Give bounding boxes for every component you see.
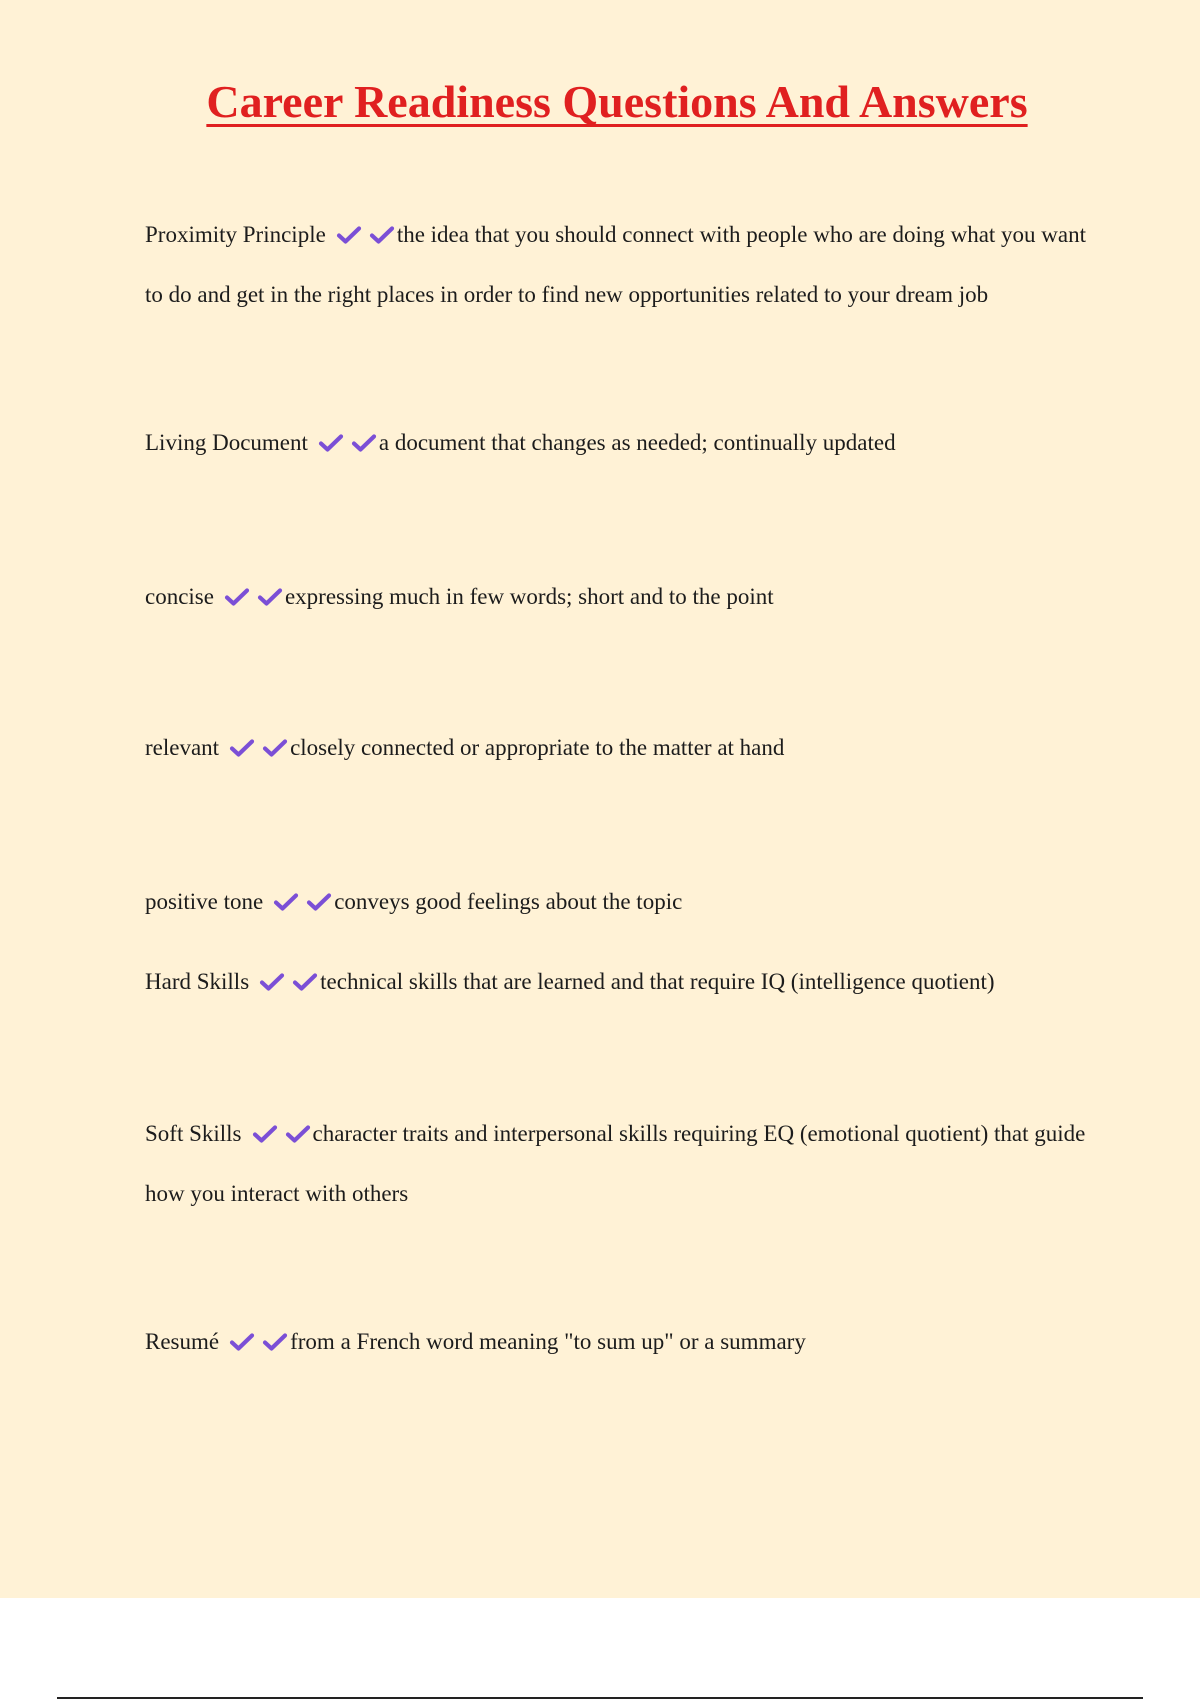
entry-term: Resumé [145,1329,220,1354]
qa-entry-relevant [145,718,1095,778]
check-icon [252,1124,278,1144]
entry-definition: closely connected or appropriate to the matter at hand [290,735,785,760]
check-icon [259,972,285,992]
check-icon [292,972,318,992]
qa-entry-proximity-principle [145,205,1095,325]
entry-term: Proximity Principle [145,222,326,247]
document-title: Career Readiness Questions And Answers [206,76,1028,127]
entry-term: positive tone [145,889,264,914]
check-icon [229,738,255,758]
entry-definition: the idea that you should connect with people who are doing what you want to do and get in the right places in order to find new opportunities related to your dream job [145,222,1087,307]
check-icon [262,1332,288,1352]
check-icon [285,1124,311,1144]
entry-definition: from a French word meaning "to sum up" or a summary [290,1329,806,1354]
check-icon [273,892,299,912]
entry-term: relevant [145,735,220,760]
entry-term: Soft Skills [145,1121,242,1146]
footer-divider [57,1697,1143,1699]
entry-definition: a document that changes as needed; continually updated [378,430,896,455]
check-icon [306,892,332,912]
qa-entry-soft-skills [145,1104,1095,1224]
entry-definition: technical skills that are learned and that require IQ (intelligence quotient) [320,969,995,994]
qa-entry-resume [145,1312,1095,1372]
entry-definition: conveys good feelings about the topic [334,889,683,914]
qa-entry-concise [145,567,1095,627]
qa-entry-hard-skills [145,952,1095,1012]
check-icon [229,1332,255,1352]
entry-term: Hard Skills [145,969,250,994]
entry-term: concise [145,584,214,609]
check-icon [318,433,344,453]
entry-definition: character traits and interpersonal skills requiring EQ (emotional quotient) that guide how you interact with others [145,1121,1086,1206]
check-icon [351,433,377,453]
qa-entry-living-document [145,413,1095,473]
qa-entry-positive-tone [145,872,1095,932]
entry-definition: expressing much in few words; short and to the point [284,584,774,609]
check-icon [336,225,362,245]
entry-term: Living Document [145,430,308,455]
check-icon [224,587,250,607]
check-icon [369,225,395,245]
check-icon [257,587,283,607]
check-icon [262,738,288,758]
